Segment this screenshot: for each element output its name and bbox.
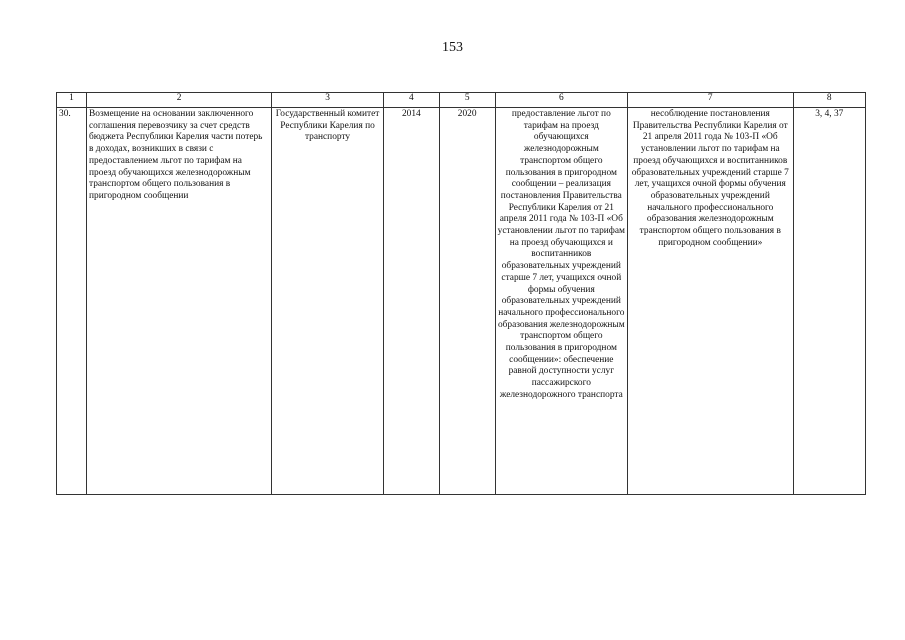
column-header: 5 xyxy=(439,93,495,108)
end-year-cell: 2020 xyxy=(439,108,495,495)
column-header: 1 xyxy=(57,93,87,108)
executor-cell: Государственный комитет Республики Карелия по транспорту xyxy=(272,108,384,495)
consequences-cell: несоблюдение постановления Правительства Республики Карелия от 21 апреля 2011 года № 103-П «Об установлении льгот по тарифам на проезд обучающихся и воспитанников образовательных учреждений старше 7 лет, учащихся очной формы обучения образовательных учреждений начального профессионального образования железнодорожным транспортом общего пользования в пригородном сообщении» xyxy=(628,108,794,495)
expected-result-cell: предоставление льгот по тарифам на проезд обучающихся железнодорожным транспортом общего пользования в пригородном сообщении – реализация постановления Правительства Республики Карелия от 21 апреля 2011 года № 103-П «Об установлении льгот по тарифам на проезд обучающихся и воспитанников образовательных учреждений старше 7 лет, учащихся очной формы обучения образовательных учреждений начального профессионального образования железнодорожным транспортом общего пользования в пригородном сообщении»: обеспечение равной доступности услуг пассажирского железнодорожного транспорта xyxy=(495,108,627,495)
indicators-cell: 3, 4, 37 xyxy=(793,108,865,495)
column-header: 7 xyxy=(628,93,794,108)
measure-name-cell: Возмещение на основании заключенного соглашения перевозчику за счет средств бюджета Республики Карелия части потерь в доходах, возникших в связи с предоставлением льгот по тарифам на проезд обучающихся железнодорожным транспортом общего пользования в пригородном сообщении xyxy=(87,108,272,495)
column-header: 3 xyxy=(272,93,384,108)
start-year-cell: 2014 xyxy=(383,108,439,495)
page-number: 153 xyxy=(442,40,463,55)
column-header: 6 xyxy=(495,93,627,108)
table-row xyxy=(57,108,866,495)
column-header: 4 xyxy=(383,93,439,108)
column-header: 8 xyxy=(793,93,865,108)
column-header: 2 xyxy=(87,93,272,108)
row-number-cell: 30. xyxy=(57,108,87,495)
program-measures-table xyxy=(56,92,866,495)
table-header-row xyxy=(57,93,866,108)
